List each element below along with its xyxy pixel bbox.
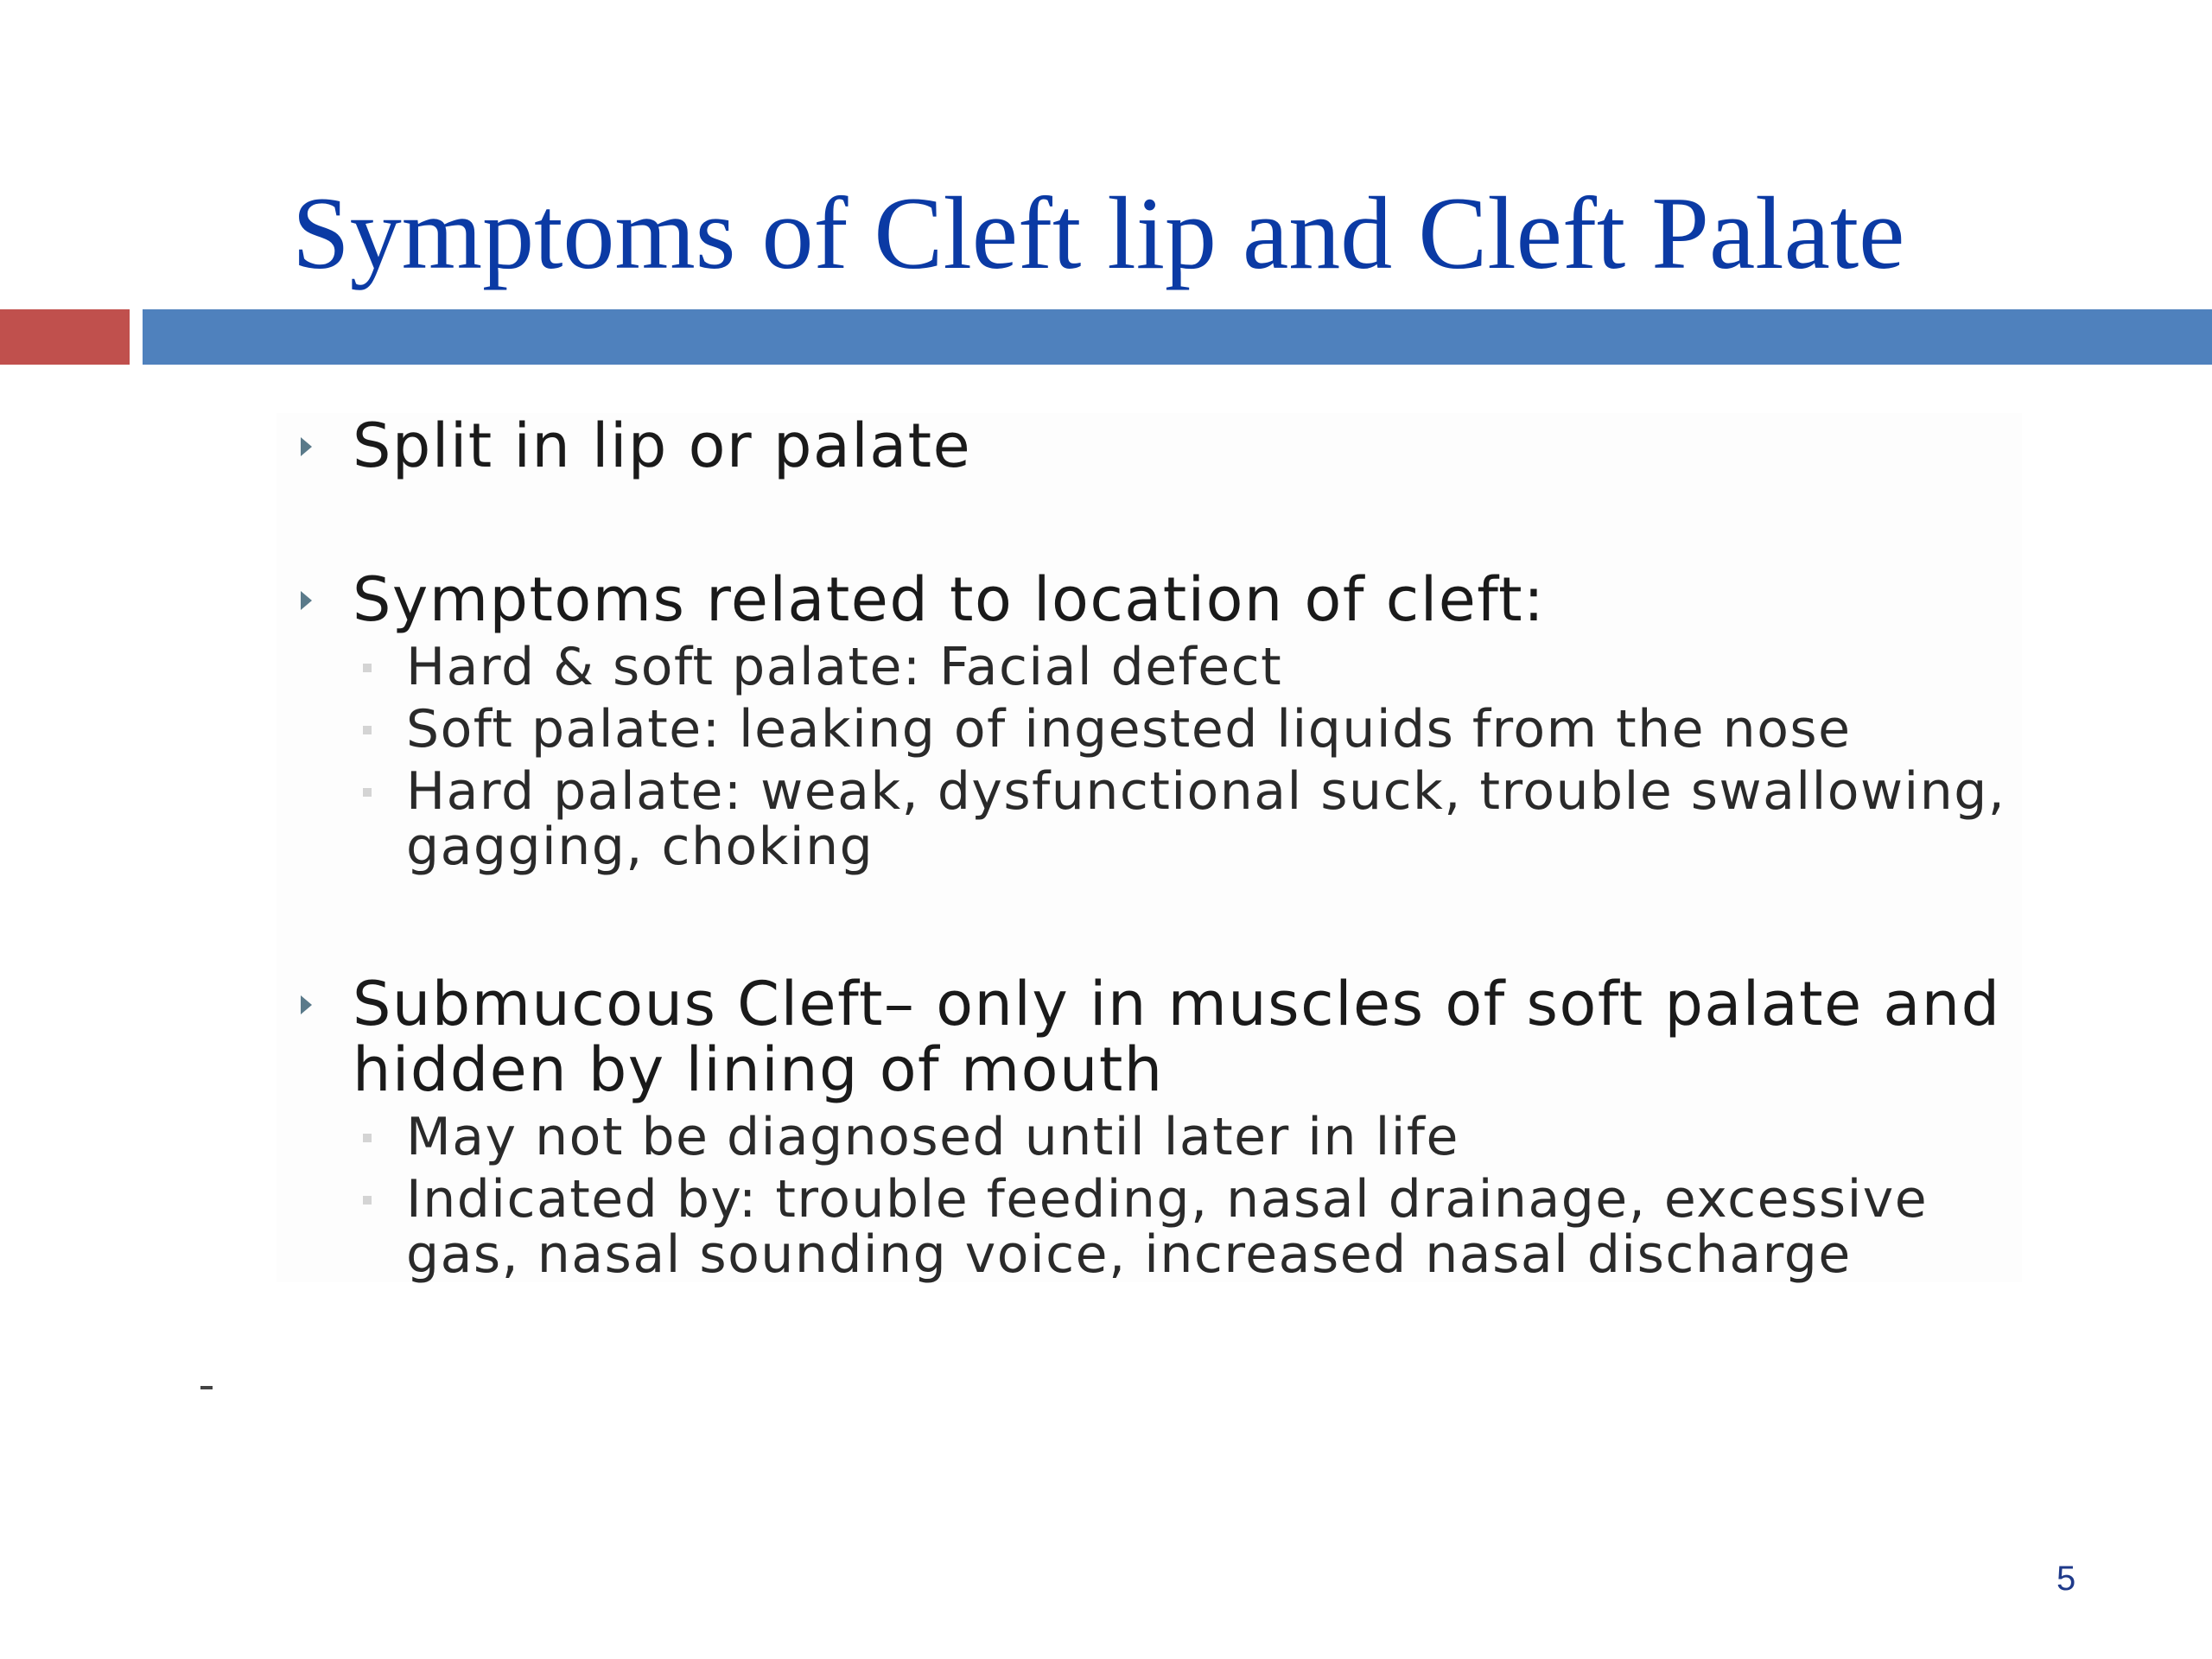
sub-bullet-list: [276, 1107, 2022, 1285]
bullet-text: Submucous Cleft– only in muscles of soft palate and hidden by lining of mouth: [353, 969, 2001, 1105]
square-bullet-icon: [363, 1134, 372, 1142]
square-bullet-icon: [363, 788, 372, 797]
page-number: 5: [2056, 1560, 2076, 1598]
slide-title: Symptoms of Cleft lip and Cleft Palate: [292, 175, 1905, 290]
sub-bullet-list: [276, 637, 2022, 877]
sub-bullet-text: Hard & soft palate: Facial defect: [406, 637, 1283, 697]
bullet-arrow-icon: [301, 437, 312, 456]
sub-bullet-text: Soft palate: leaking of ingested liquids from the nose: [406, 699, 1852, 760]
square-bullet-icon: [363, 726, 372, 734]
sub-bullet-item: [406, 1109, 2022, 1165]
bullet-item: [276, 410, 2022, 481]
sub-bullet-item: [406, 1169, 2022, 1285]
bullet-text: Symptoms related to location of cleft:: [353, 564, 1546, 635]
bullet-arrow-icon: [301, 591, 312, 610]
sub-bullet-item: [406, 761, 2022, 877]
square-bullet-icon: [363, 664, 372, 672]
square-bullet-icon: [363, 1196, 372, 1205]
bullet-list: [276, 410, 2022, 1285]
sub-bullet-text: May not be diagnosed until later in life: [406, 1107, 1459, 1167]
decorative-mark: [200, 1386, 213, 1389]
sub-bullet-item: [406, 639, 2022, 695]
bullet-item: [276, 971, 2022, 1103]
sub-bullet-text: Indicated by: trouble feeding, nasal drainage, excessive gas, nasal sounding voice, increased nasal discharge: [406, 1169, 1929, 1285]
accent-bar-red: [0, 309, 130, 365]
bullet-item: [276, 564, 2022, 635]
sub-bullet-text: Hard palate: weak, dysfunctional suck, trouble swallowing, gagging, choking: [406, 761, 2006, 877]
bullet-text: Split in lip or palate: [353, 410, 972, 481]
bullet-arrow-icon: [301, 995, 312, 1014]
accent-bar-blue: [143, 309, 2212, 365]
sub-bullet-item: [406, 699, 2022, 760]
